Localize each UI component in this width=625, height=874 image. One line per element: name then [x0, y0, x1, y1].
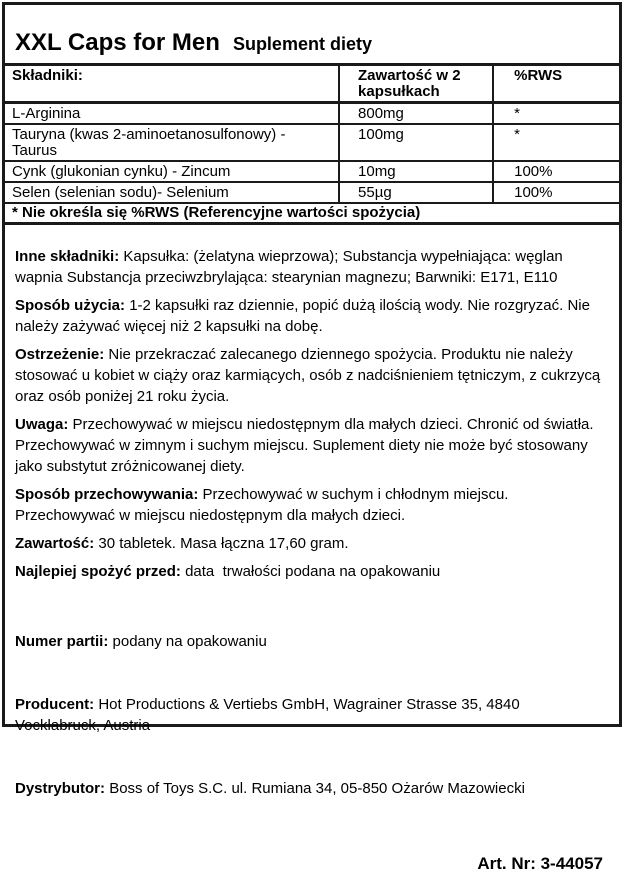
section-text: Przechowywać w suchym i chłodnym miejscu. Przechowywać w miejscu niedostępnym dla małych dzieci.: [15, 486, 513, 524]
section-label: Inne składniki:: [15, 248, 120, 265]
rws-cell: *: [493, 124, 619, 161]
product-subtitle: Suplement diety: [232, 34, 372, 54]
table-footnote-row: [5, 203, 619, 224]
ingredient-name-cell: L-Arginina: [5, 103, 339, 125]
info-text: Boss of Toys S.C. ul. Rumiana 34, 05-850 Ożarów Mazowiecki: [109, 780, 525, 797]
section-label: Sposób przechowywania:: [15, 486, 199, 503]
col-header-amount: Zawartość w 2 kapsułkach: [339, 65, 493, 103]
rws-cell: 100%: [493, 182, 619, 203]
section-ostrzezenie: [15, 344, 603, 407]
col-header-ingredients: Składniki:: [5, 65, 339, 103]
info-line-dystrybutor: [15, 778, 603, 799]
section-inne-skladniki: [15, 246, 603, 288]
section-label: Sposób użycia:: [15, 297, 126, 314]
product-title: XXL Caps for Men: [15, 29, 220, 56]
section-zawartosc: [15, 533, 603, 554]
amount-cell: 800mg: [339, 103, 493, 125]
info-label: Dystrybutor:: [15, 780, 106, 797]
amount-cell: 100mg: [339, 124, 493, 161]
section-text: 1-2 kapsułki raz dziennie, popić dużą ilością wody. Nie rozgryzać. Nie należy zażywać więcej niż 2 kapsułki na dobę.: [15, 297, 595, 335]
info-text: Hot Productions & Vertiebs GmbH, Wagrainer Strasse 35, 4840 Vocklabruck, Austria: [15, 696, 524, 734]
section-najlepiej-spozyc: [15, 561, 603, 582]
table-row: [5, 103, 619, 125]
table-footnote: * Nie określa się %RWS (Referencyjne wartości spożycia): [5, 203, 619, 224]
section-label: Zawartość:: [15, 535, 95, 552]
section-label: Uwaga:: [15, 416, 69, 433]
nutrition-table: [5, 63, 619, 225]
section-manufacturer-info: [15, 589, 603, 841]
section-sposob-uzycia: [15, 295, 603, 337]
rws-cell: *: [493, 103, 619, 125]
section-text: 30 tabletek. Masa łączna 17,60 gram.: [98, 535, 349, 552]
article-number: Art. Nr: 3-44057: [477, 854, 603, 873]
header: [5, 5, 619, 63]
supplement-label-document: [2, 2, 622, 873]
ingredient-name-cell: Selen (selenian sodu)- Selenium: [5, 182, 339, 203]
section-uwaga: [15, 414, 603, 477]
section-label: Ostrzeżenie:: [15, 346, 105, 363]
rws-cell: 100%: [493, 161, 619, 182]
info-label: Producent:: [15, 696, 95, 713]
table-row: [5, 182, 619, 203]
section-text: data trwałości podana na opakowaniu: [185, 563, 441, 580]
info-line-numer-partii: [15, 631, 603, 652]
table-header-row: [5, 65, 619, 103]
body-sections: [5, 246, 619, 874]
section-text: Przechowywać w miejscu niedostępnym dla małych dzieci. Chronić od światła. Przechowywać w zimnym i suchym miejscu. Suplement diety nie może być stosowany jako substytut zróżnicowanej diety.: [15, 416, 598, 475]
info-text: podany na opakowaniu: [112, 633, 267, 650]
section-text: Nie przekraczać zalecanego dziennego spożycia. Produktu nie należy stosować u kobiet w ciąży oraz karmiących, osób z nadciśnieniem tętniczym, z cukrzycą oraz osób poniżej 21 roku życia.: [15, 346, 605, 405]
info-label: Numer partii:: [15, 633, 109, 650]
ingredient-name-cell: Tauryna (kwas 2-aminoetanosulfonowy) - Taurus: [5, 124, 339, 161]
section-label: Najlepiej spożyć przed:: [15, 563, 181, 580]
table-row: [5, 124, 619, 161]
section-text: Kapsułka: (żelatyna wieprzowa); Substancja wypełniająca: węglan wapnia Substancja przeciwzbrylająca: stearynian magnezu; Barwniki: E171, E110: [15, 248, 567, 286]
info-line-producent: [15, 694, 603, 736]
section-sposob-przechowywania: [15, 484, 603, 526]
amount-cell: 55µg: [339, 182, 493, 203]
ingredient-name-cell: Cynk (glukonian cynku) - Zincum: [5, 161, 339, 182]
col-header-rws: %RWS: [493, 65, 619, 103]
amount-cell: 10mg: [339, 161, 493, 182]
table-row: [5, 161, 619, 182]
